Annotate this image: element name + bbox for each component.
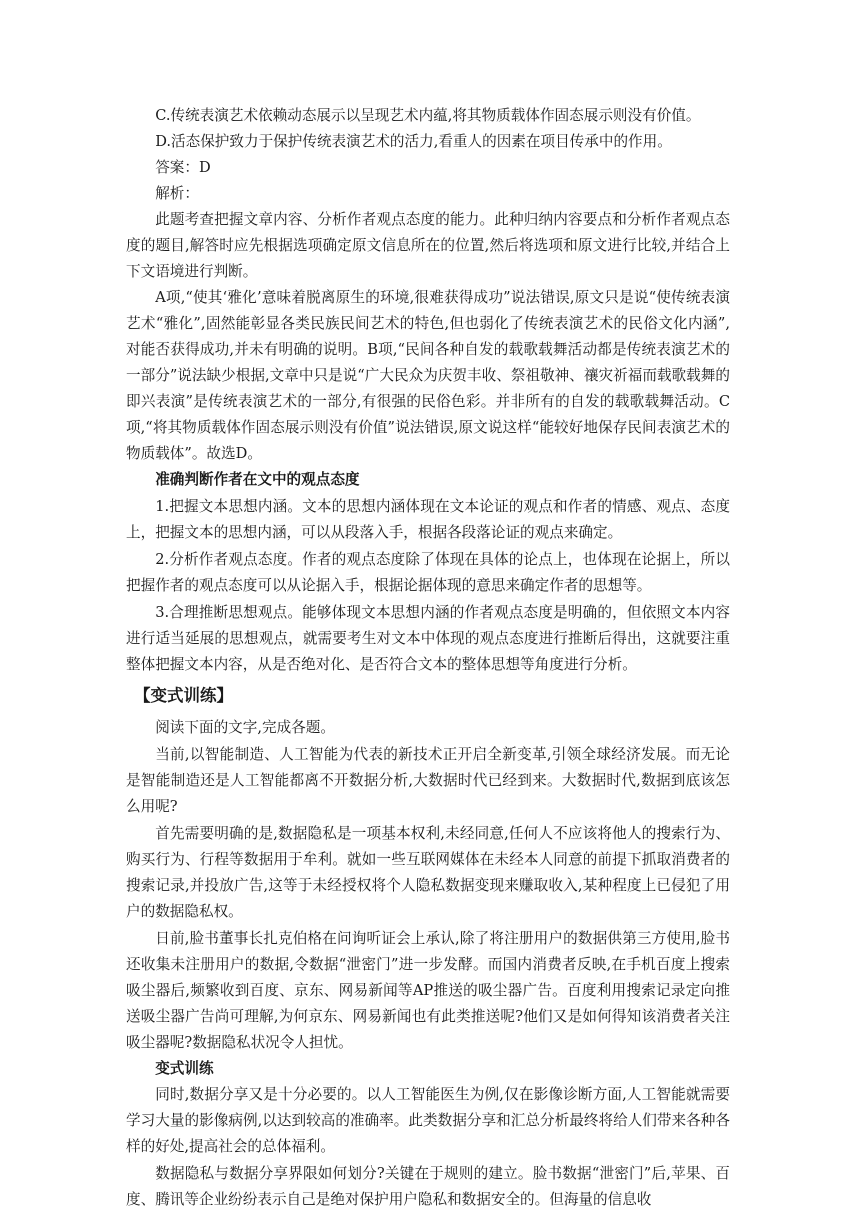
option-c: C.传统表演艺术依赖动态展示以呈现艺术内蕴,将其物质载体作固态展示则没有价值。 bbox=[155, 107, 701, 124]
instruction: 阅读下面的文字,完成各题。 bbox=[155, 719, 335, 736]
method-title: 准确判断作者在文中的观点态度 bbox=[155, 471, 360, 488]
method-item-2: 2.分析作者观点态度。作者的观点态度除了体现在具体的论点上，也体现在论据上，所以把握作者的观点态度可以从论据入手，根据论据体现的意思来确定作者的思想等。 bbox=[126, 551, 730, 594]
passage-paragraph-1: 当前,以智能制造、人工智能为代表的新技术正开启全新变革,引领全球经济发展。而无论是智能制造还是人工智能都离不开数据分析,大数据时代已经到来。大数据时代,数据到底该怎么用呢? bbox=[126, 746, 730, 815]
analysis-label: 解析： bbox=[155, 185, 199, 202]
method-item-1: 1.把握文本思想内涵。文本的思想内涵体现在文本论证的观点和作者的情感、观点、态度上，把握文本的思想内涵，可以从段落入手，根据各段落论证的观点来确定。 bbox=[126, 498, 730, 541]
passage-paragraph-2: 首先需要明确的是,数据隐私是一项基本权利,未经同意,任何人不应该将他人的搜索行为、购买行为、行程等数据用于牟利。就如一些互联网媒体在未经本人同意的前提下抓取消费者的搜索记录,并投放广告,这等于未经授权将个人隐私数据变现来赚取收入,某种程度上已侵犯了用户的数据隐私权。 bbox=[126, 825, 730, 920]
passage-paragraph-4: 同时,数据分享又是十分必要的。以人工智能医生为例,仅在影像诊断方面,人工智能就需要学习大量的影像病例,以达到较高的准确率。此类数据分享和汇总分析最终将给人们带来各种各样的好处,提高社会的总体福利。 bbox=[126, 1086, 730, 1155]
method-item-3: 3.合理推断思想观点。能够体现文本思想内涵的作者观点态度是明确的，但依照文本内容进行适当延展的思想观点，就需要考生对文本中体现的观点态度进行推断后得出，这就要注重整体把握文本内容，从是否绝对化、是否符合文本的整体思想等角度进行分析。 bbox=[126, 604, 730, 673]
sub-label: 变式训练 bbox=[155, 1060, 214, 1077]
option-d: D.活态保护致力于保护传统表演艺术的活力,看重人的因素在项目传承中的作用。 bbox=[155, 133, 672, 150]
analysis-paragraph-1: 此题考查把握文章内容、分析作者观点态度的能力。此种归纳内容要点和分析作者观点态度的题目,解答时应先根据选项确定原文信息所在的位置,然后将选项和原文进行比较,并结合上下文语境进行判断。 bbox=[126, 211, 730, 280]
section-heading: 【变式训练】 bbox=[134, 686, 233, 705]
passage-paragraph-3: 日前,脸书董事长扎克伯格在问询听证会上承认,除了将注册用户的数据供第三方使用,脸书还收集未注册用户的数据,令数据“泄密门”进一步发酵。而国内消费者反映,在手机百度上搜索吸尘器后,频繁收到百度、京东、网易新闻等AP推送的吸尘器广告。百度利用搜索记录定向推送吸尘器广告尚可理解,为何京东、网易新闻也有此类推送呢?他们又是如何得知该消费者关注吸尘器呢?数据隐私状况令人担忧。 bbox=[126, 930, 730, 1051]
answer: 答案：D bbox=[155, 159, 211, 176]
passage-paragraph-5: 数据隐私与数据分享界限如何划分?关键在于规则的建立。脸书数据“泄密门”后,苹果、百度、腾讯等企业纷纷表示自己是绝对保护用户隐私和数据安全的。但海量的信息收 bbox=[126, 1165, 730, 1208]
document-body bbox=[126, 103, 730, 1213]
analysis-paragraph-2: A项,“使其‘雅化’意味着脱离原生的环境,很难获得成功”说法错误,原文只是说“使传统表演艺术“雅化”,固然能彰显各类民族民间艺术的特色,但也弱化了传统表演艺术的民俗文化内涵”,对能否获得成功,并未有明确的说明。B项,“民间各种自发的载歌载舞活动都是传统表演艺术的一部分”说法缺少根据,文章中只是说“广大民众为庆贺丰收、祭祖敬神、禳灾祈福而载歌载舞的即兴表演”是传统表演艺术的一部分,有很强的民俗色彩。并非所有的自发的载歌载舞活动。C项,“将其物质载体作固态展示则没有价值”说法错误,原文说这样“能较好地保存民间表演艺术的物质载体”。故选D。 bbox=[126, 289, 730, 462]
